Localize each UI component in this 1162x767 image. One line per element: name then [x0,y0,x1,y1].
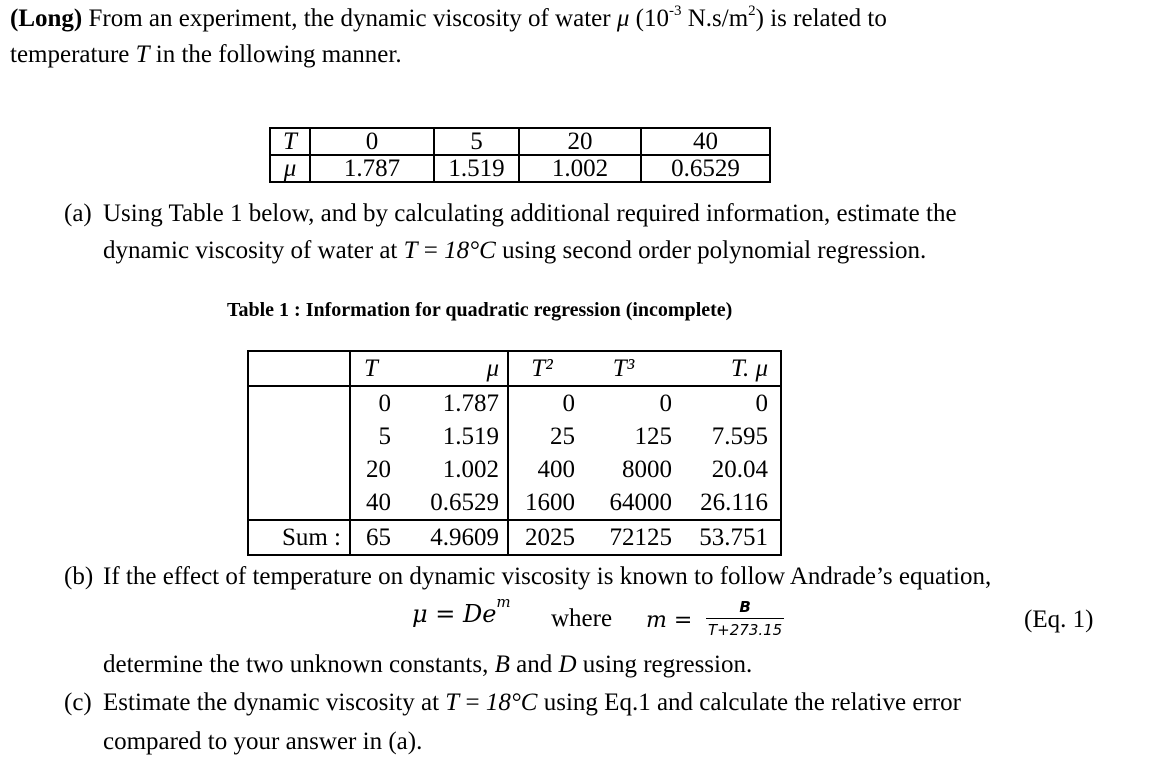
table-cell: 0 [310,128,434,155]
table-cell: 53.751 [672,520,781,555]
table-cell: 20 [366,455,391,483]
table-cell: 40 [366,488,391,516]
header-T2: T² [508,351,575,386]
table-row-mu [270,155,770,182]
andrade-equation: $\mu = De^m$ [412,592,511,628]
table-cell: 1.519 [391,420,508,453]
table-row [248,420,781,453]
table-cell: 40 [641,128,770,155]
table-cell: 0 [755,389,768,417]
header-T: T [350,351,391,386]
data-table [269,127,771,183]
part-c-marker: (c) [64,689,92,716]
table-row [248,486,781,520]
table-cell: 65 [350,520,391,555]
part-c-line-1: Estimate the dynamic viscosity at T = 18°C using Eq.1 and calculate the relative error [103,689,961,716]
table-cell: 125 [634,422,672,450]
fraction-numerator: B [739,598,751,616]
header-T3: T³ [575,351,672,386]
table-cell: 25 [550,422,575,450]
intro-line-1: (Long) From an experiment, the dynamic viscosity of water μ ($10^{-3}$ $N.s/m^2$) is related to [10,2,887,32]
header-Tmu: T. μ [672,351,781,386]
part-b-line-1: If the effect of temperature on dynamic viscosity is known to follow Andrade’s equation, [103,563,992,590]
fraction [706,596,784,641]
table-cell: 1.787 [310,155,434,182]
regression-table [247,350,782,556]
table-cell: 0.6529 [641,155,770,182]
table-cell: 0 [562,389,575,417]
part-c-line-2: compared to your answer in (a). [103,728,423,755]
table-cell: 26.116 [700,488,768,516]
intro-line-2: temperature T in the following manner. [10,41,402,68]
table-cell: 72125 [575,520,672,555]
table-row [248,453,781,486]
table-cell: 1.002 [519,155,641,182]
m-equals: m = [646,608,693,633]
part-a-marker: (a) [64,200,92,227]
part-a-line-1: Using Table 1 below, and by calculating additional required information, estimate the [103,200,957,227]
table-sum-row [248,520,781,555]
sum-label: Sum : [248,520,350,555]
table-cell: 0.6529 [391,486,508,520]
long-label: (Long) [10,5,83,32]
part-b-line-3: determine the two unknown constants, B and D using regression. [103,651,753,678]
table-cell: 5 [434,128,519,155]
table-header-row [248,351,781,386]
table-cell: 64000 [609,488,672,516]
table-cell: 5 [378,422,391,450]
table-cell: 8000 [622,455,672,483]
table-row-T [270,128,770,155]
table-cell: 20.04 [711,455,768,483]
row-label-mu: μ [270,155,310,182]
where-label: where [551,605,613,632]
header-mu: μ [391,351,508,386]
table-cell: 400 [537,455,575,483]
table-cell: 0 [659,389,672,417]
table-cell: 7.595 [711,422,768,450]
fraction-denominator: T+273.15 [706,618,784,641]
table-cell: 1600 [525,488,575,516]
table-cell: 20 [519,128,641,155]
table-cell: 2025 [508,520,575,555]
row-label-T: T [270,128,310,155]
table-cell: 1.519 [434,155,519,182]
table-caption: Table 1 : Information for quadratic regression (incomplete) [227,299,733,321]
table-cell: 4.9609 [391,520,508,555]
table-cell: 1.002 [391,453,508,486]
header-empty [248,351,350,386]
table-cell: 1.787 [391,386,508,420]
part-b-marker: (b) [64,563,94,590]
part-a-line-2: dynamic viscosity of water at T = 18°C using second order polynomial regression. [103,237,927,264]
eq-label: (Eq. 1) [1024,606,1094,633]
table-row [248,386,781,420]
table-cell: 0 [378,389,391,417]
